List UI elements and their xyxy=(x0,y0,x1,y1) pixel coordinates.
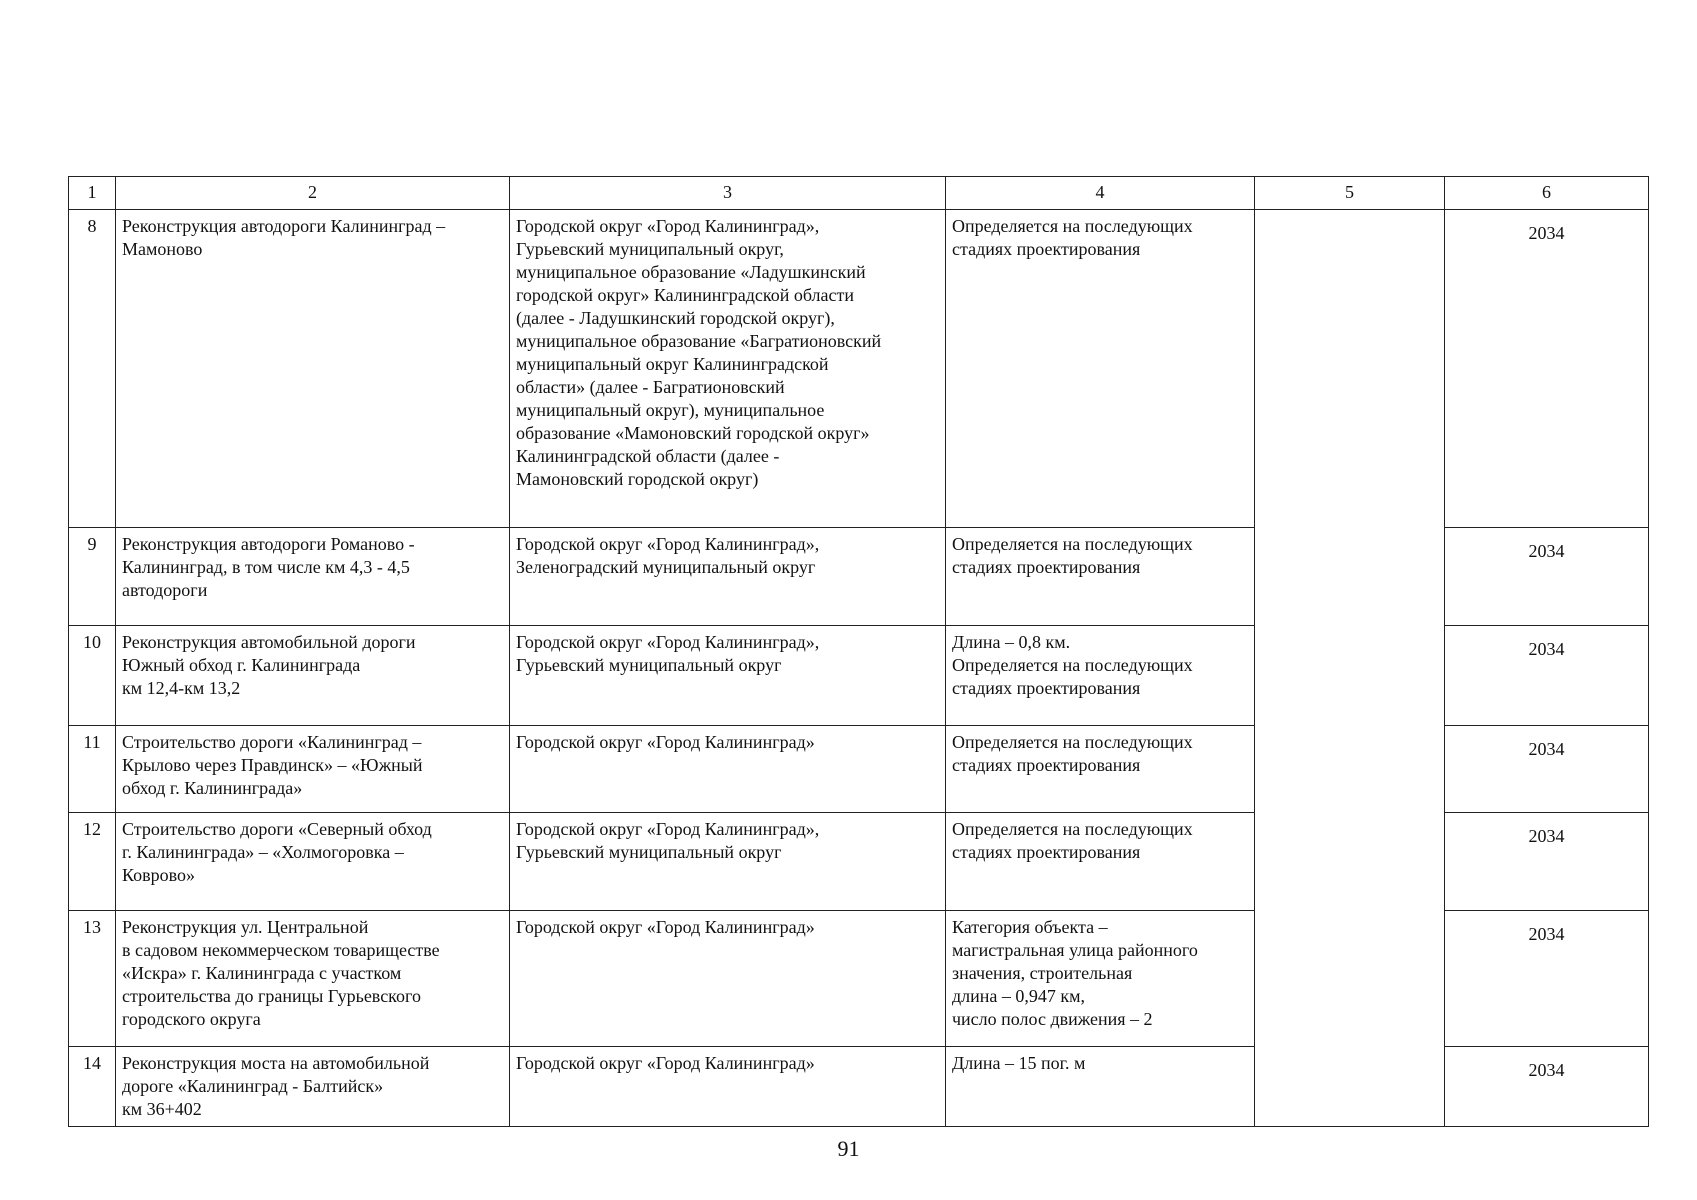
object-location: Городской округ «Город Калининград» xyxy=(510,726,946,813)
row-number: 8 xyxy=(69,210,116,528)
object-characteristics: Определяется на последующих стадиях проектирования xyxy=(946,813,1255,911)
row-number: 14 xyxy=(69,1047,116,1127)
implementation-year: 2034 xyxy=(1445,626,1649,726)
row-number: 12 xyxy=(69,813,116,911)
column-5-cell xyxy=(1255,210,1445,1127)
object-characteristics: Длина – 0,8 км. Определяется на последующих стадиях проектирования xyxy=(946,626,1255,726)
row-number: 13 xyxy=(69,911,116,1047)
object-characteristics: Определяется на последующих стадиях проектирования xyxy=(946,528,1255,626)
implementation-year: 2034 xyxy=(1445,813,1649,911)
header-cell: 4 xyxy=(946,177,1255,210)
object-location: Городской округ «Город Калининград», Гурьевский муниципальный округ, муниципальное образование «Ладушкинский городской округ» Калининградской области (далее - Ладушкинский городской округ), муниципальное образование «Багратионовский муниципальный округ Калининградской области» (далее - Багратионовский муниципальный округ), муниципальное образование «Мамоновский городской округ» Калининградской области (далее - Мамоновский городской округ) xyxy=(510,210,946,528)
object-location: Городской округ «Город Калининград», Гурьевский муниципальный округ xyxy=(510,813,946,911)
object-name: Строительство дороги «Калининград – Крылово через Правдинск» – «Южный обход г. Калининграда» xyxy=(116,726,510,813)
header-cell: 5 xyxy=(1255,177,1445,210)
object-characteristics: Длина – 15 пог. м xyxy=(946,1047,1255,1127)
object-characteristics: Определяется на последующих стадиях проектирования xyxy=(946,210,1255,528)
header-cell: 6 xyxy=(1445,177,1649,210)
implementation-year: 2034 xyxy=(1445,210,1649,528)
page-number: 91 xyxy=(837,1136,860,1161)
implementation-year: 2034 xyxy=(1445,911,1649,1047)
object-name: Реконструкция ул. Центральной в садовом некоммерческом товариществе «Искра» г. Калининграда с участком строительства до границы Гурьевского городского округа xyxy=(116,911,510,1047)
implementation-year: 2034 xyxy=(1445,528,1649,626)
object-characteristics: Категория объекта – магистральная улица районного значения, строительная длина – 0,947 км, число полос движения – 2 xyxy=(946,911,1255,1047)
row-number: 11 xyxy=(69,726,116,813)
object-characteristics: Определяется на последующих стадиях проектирования xyxy=(946,726,1255,813)
object-name: Реконструкция моста на автомобильной дороге «Калининград - Балтийск» км 36+402 xyxy=(116,1047,510,1127)
header-cell: 3 xyxy=(510,177,946,210)
object-name: Реконструкция автомобильной дороги Южный обход г. Калининграда км 12,4-км 13,2 xyxy=(116,626,510,726)
object-location: Городской округ «Город Калининград» xyxy=(510,1047,946,1127)
implementation-year: 2034 xyxy=(1445,1047,1649,1127)
objects-table xyxy=(68,176,1649,1127)
row-number: 10 xyxy=(69,626,116,726)
table-header-row xyxy=(69,177,1649,210)
object-name: Реконструкция автодороги Романово - Калининград, в том числе км 4,3 - 4,5 автодороги xyxy=(116,528,510,626)
object-location: Городской округ «Город Калининград», Зеленоградский муниципальный округ xyxy=(510,528,946,626)
table-row xyxy=(69,210,1649,528)
object-location: Городской округ «Город Калининград», Гурьевский муниципальный округ xyxy=(510,626,946,726)
header-cell: 2 xyxy=(116,177,510,210)
header-cell: 1 xyxy=(69,177,116,210)
object-name: Строительство дороги «Северный обход г. Калининграда» – «Холмогоровка – Коврово» xyxy=(116,813,510,911)
row-number: 9 xyxy=(69,528,116,626)
object-name: Реконструкция автодороги Калининград – Мамоново xyxy=(116,210,510,528)
object-location: Городской округ «Город Калининград» xyxy=(510,911,946,1047)
implementation-year: 2034 xyxy=(1445,726,1649,813)
document-sheet xyxy=(68,176,1648,1127)
